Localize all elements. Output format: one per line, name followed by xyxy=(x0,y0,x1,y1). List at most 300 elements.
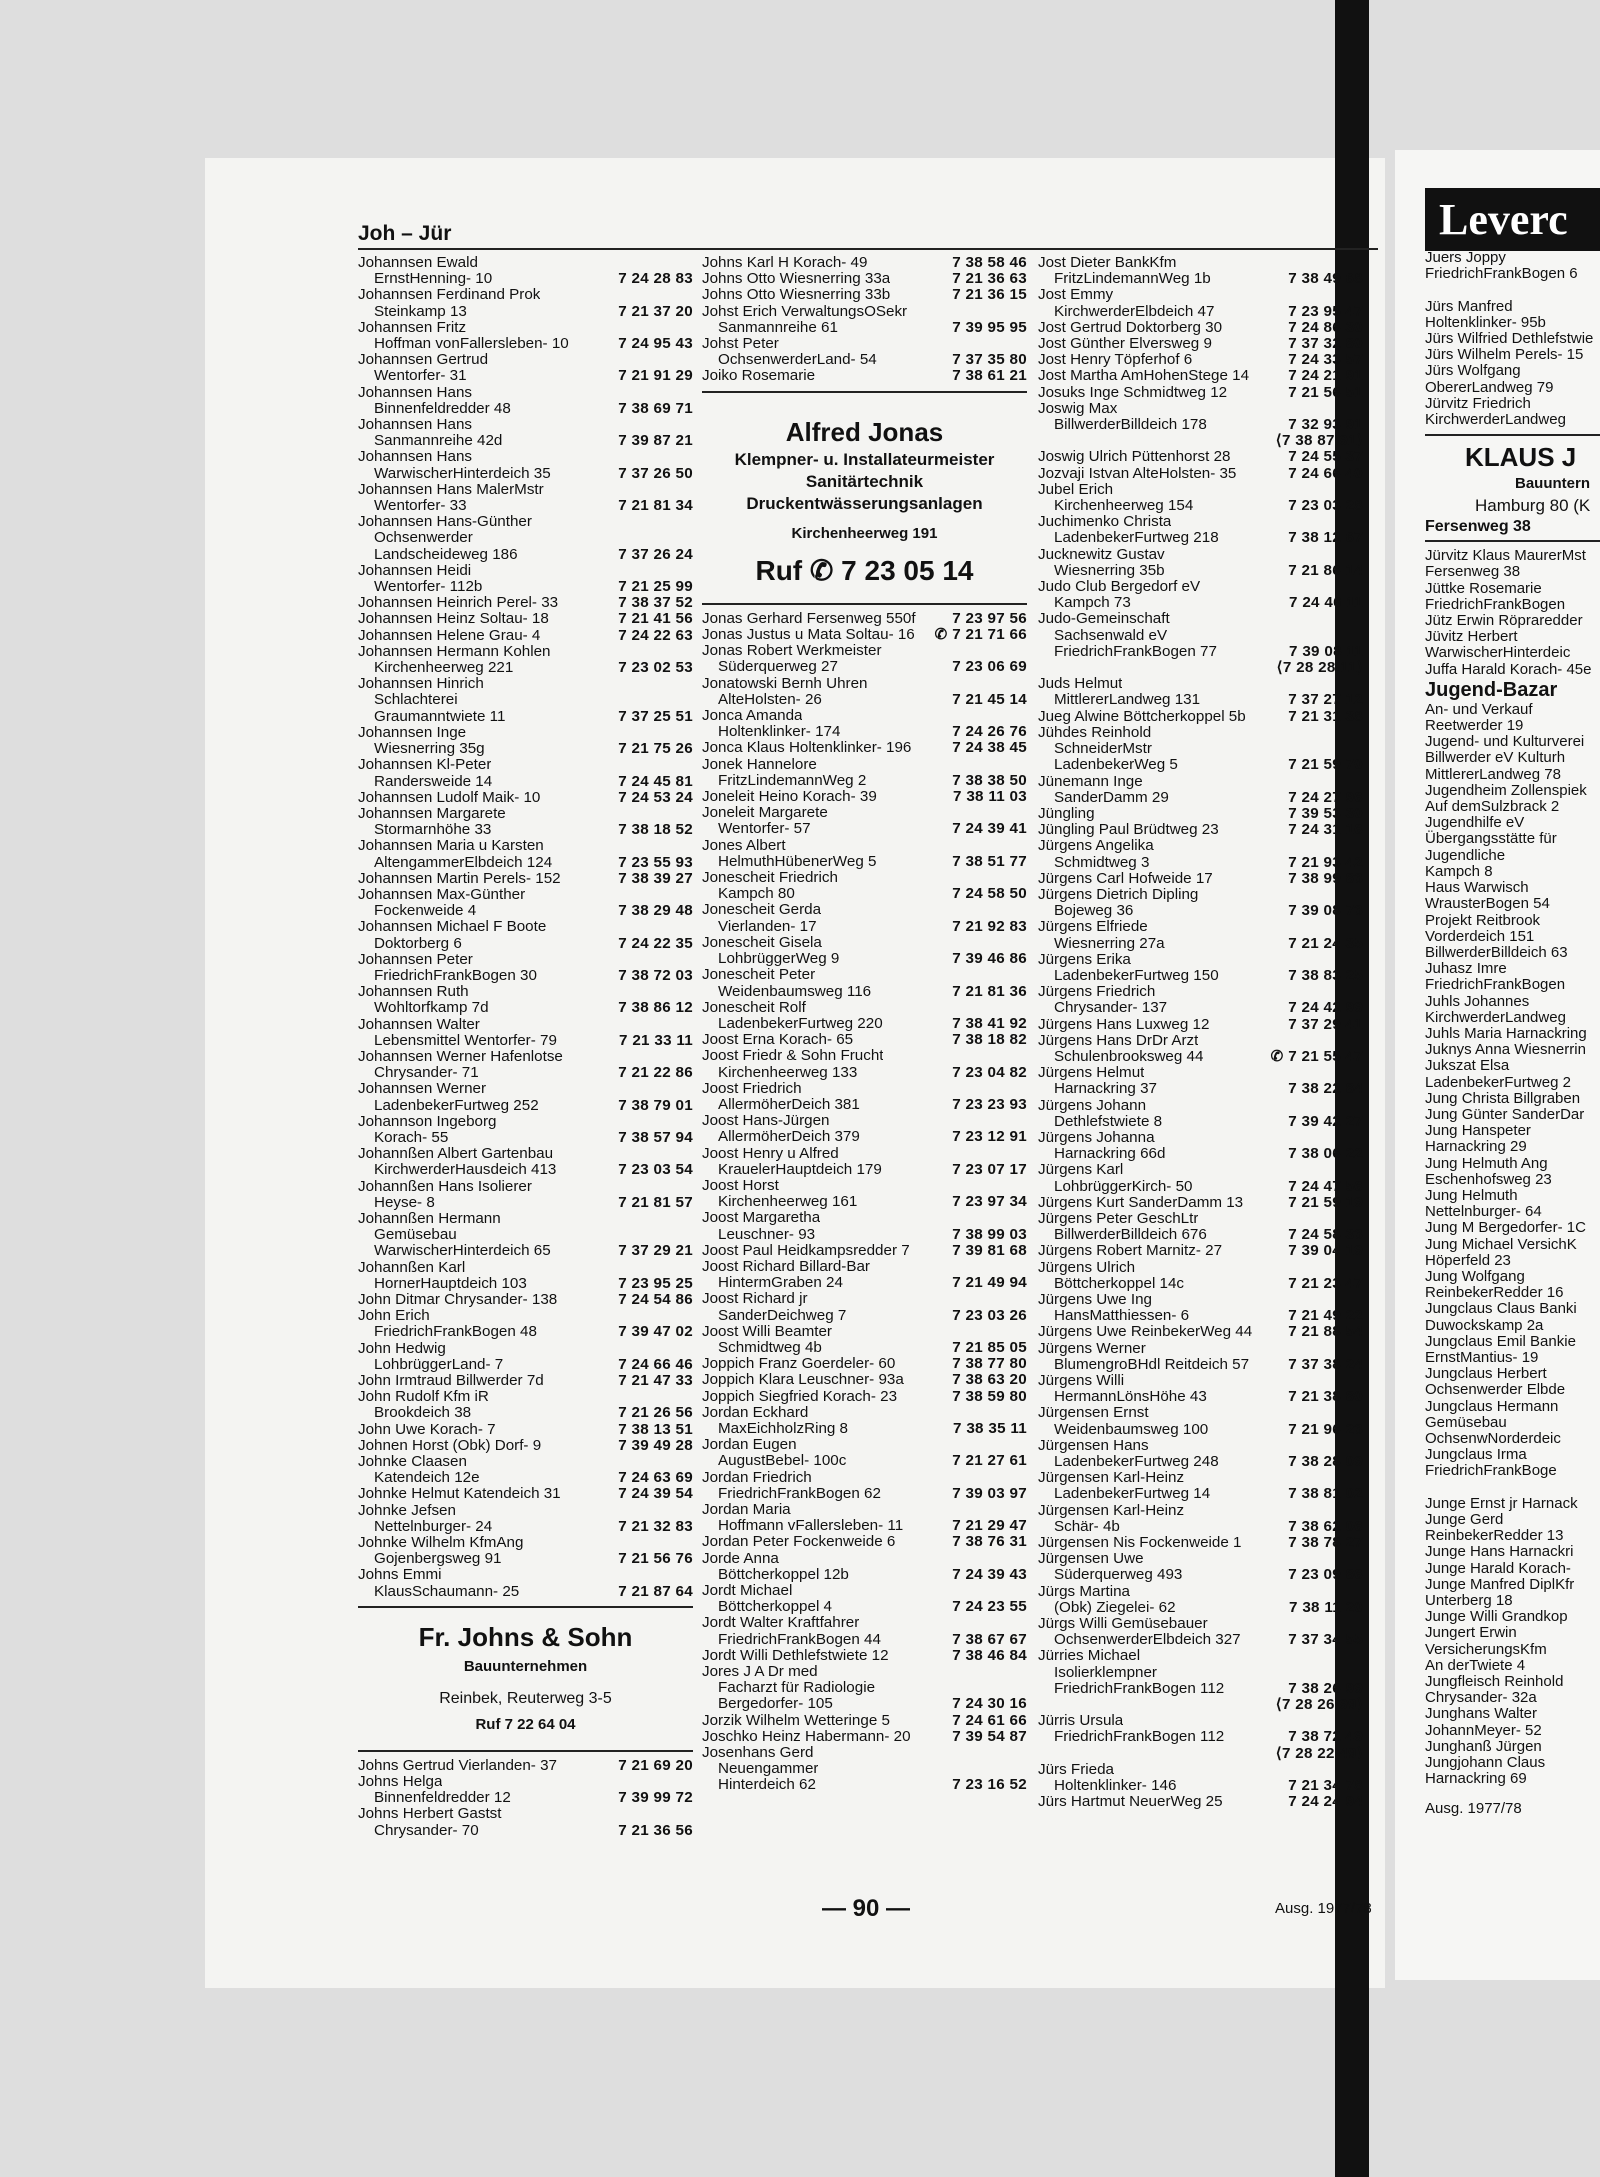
listing-name: Jürgens Kurt SanderDamm 13 xyxy=(1038,1194,1244,1211)
listing-name: Jubel Erich xyxy=(1038,481,1114,498)
listing-row xyxy=(1038,1162,1363,1178)
listing-row xyxy=(702,854,1027,870)
listing-phone: 7 24 31 16 xyxy=(1288,821,1363,839)
listing-phone xyxy=(1359,1292,1363,1308)
listing-row xyxy=(1038,498,1363,514)
listing-row xyxy=(702,838,1027,854)
listing-phone: 7 21 32 83 xyxy=(618,1517,693,1535)
listing-row xyxy=(702,805,1027,821)
listing-phone: 7 21 59 19 xyxy=(1288,1193,1363,1211)
listing-name: WarwischerHinterdeich 35 xyxy=(374,465,551,482)
listing-name: BlumengroBHdl Reitdeich 57 xyxy=(1054,1356,1250,1373)
listing-phone xyxy=(1023,1680,1027,1696)
listing-phone xyxy=(1359,984,1363,1000)
listing-phone: 7 38 37 52 xyxy=(618,594,693,612)
listing-phone xyxy=(689,352,693,368)
listing-phone: 7 32 93 91 xyxy=(1288,416,1363,434)
listing-row xyxy=(358,579,693,595)
listing-row xyxy=(1038,433,1363,449)
adjacent-line: Haus Warwisch xyxy=(1425,879,1529,897)
listing-name: Wentorfer- 57 xyxy=(718,821,811,838)
listing-name: Jost Emmy xyxy=(1038,287,1114,304)
adjacent-ad-street: Fersenweg 38 xyxy=(1425,518,1531,536)
listing-phone xyxy=(689,1260,693,1276)
listing-phone xyxy=(689,919,693,935)
listing-row xyxy=(1038,563,1363,579)
listing-name: Jürgens Dietrich Dipling xyxy=(1038,886,1199,903)
listing-phone xyxy=(1023,1113,1027,1129)
listing-phone: 7 38 99 03 xyxy=(952,1225,1027,1243)
listing-name: Jordan Maria xyxy=(702,1502,791,1518)
listing-name: Jost Günther Elversweg 9 xyxy=(1038,336,1212,353)
listing-row xyxy=(1038,1033,1363,1049)
listing-name: Kirchenheerweg 133 xyxy=(718,1064,858,1081)
adjacent-line: Jungclaus Hermann xyxy=(1425,1397,1559,1415)
listing-row xyxy=(702,1502,1027,1518)
listing-row xyxy=(702,1000,1027,1016)
listing-row xyxy=(1038,547,1363,563)
listing-name: Jürgens Werner xyxy=(1038,1340,1146,1357)
listing-name: Johannßen Albert Gartenbau xyxy=(358,1146,554,1163)
listing-name: FriedrichFrankBogen 44 xyxy=(718,1631,881,1648)
listing-phone: 7 39 42 27 xyxy=(1288,1112,1363,1130)
listing-row xyxy=(358,692,693,708)
listing-phone xyxy=(1359,774,1363,790)
adjacent-line: KirchwerderLandweg xyxy=(1425,1008,1566,1026)
listing-row xyxy=(1038,1130,1363,1146)
adjacent-line: Junge Willi Grandkop xyxy=(1425,1608,1568,1626)
adjacent-ad-title: KLAUS J xyxy=(1465,442,1577,473)
listing-name: Wiesnerring 27a xyxy=(1054,935,1165,952)
listing-phone xyxy=(689,514,693,530)
adjacent-line: Jungclaus Emil Bankie xyxy=(1425,1332,1576,1350)
listing-name: Jonescheit Gisela xyxy=(702,934,822,951)
ad-jonas-address: Kirchenheerweg 191 xyxy=(791,524,938,542)
listing-row xyxy=(1038,304,1363,320)
listing-phone xyxy=(689,984,693,1000)
listing-phone: 7 38 79 01 xyxy=(618,1096,693,1114)
listing-name: Jürgens Johanna xyxy=(1038,1129,1155,1146)
listing-name: Sanmannreihe 42d xyxy=(374,433,503,450)
listing-row xyxy=(1038,919,1363,935)
page-header: Joh – Jür xyxy=(358,222,452,245)
listing-row xyxy=(358,1373,693,1389)
ad-johns-address: Reinbek, Reuterweg 3-5 xyxy=(439,1689,612,1707)
listing-phone: 7 23 02 53 xyxy=(618,659,693,677)
listing-phone xyxy=(1359,1373,1363,1389)
listing-name: FritzLindemannWeg 2 xyxy=(718,772,867,789)
listing-name: Jost Henry Töpferhof 6 xyxy=(1038,352,1193,369)
listing-phone xyxy=(689,530,693,546)
listing-row xyxy=(1038,1227,1363,1243)
listing-phone: 7 37 35 80 xyxy=(952,351,1027,369)
adjacent-line: JohannMeyer- 52 xyxy=(1425,1721,1542,1739)
listing-row xyxy=(358,984,693,1000)
adjacent-line: Jugendheim Zollenspiek xyxy=(1425,781,1587,799)
listing-name: FriedrichFrankBogen 30 xyxy=(374,967,537,984)
listing-row xyxy=(1038,1729,1363,1745)
listing-name: Johannsen Hinrich xyxy=(358,676,484,693)
listing-row xyxy=(358,871,693,887)
listing-name: Johannsen Gertrud xyxy=(358,352,489,369)
listing-name: SanderDeichweg 7 xyxy=(718,1307,847,1324)
listing-name: Bergedorfer- 105 xyxy=(718,1696,833,1713)
listing-name: Jonas Gerhard Fersenweg 550f xyxy=(702,610,916,627)
listing-row xyxy=(358,1065,693,1081)
listing-name: Kampch 80 xyxy=(718,886,795,903)
listing-row xyxy=(1038,1000,1363,1016)
adjacent-line: Jürvitz Klaus MaurerMst xyxy=(1425,547,1586,565)
listing-row xyxy=(358,644,693,660)
listing-phone: 7 39 03 97 xyxy=(952,1484,1027,1502)
listing-phone: 7 24 63 69 xyxy=(618,1469,693,1487)
listing-name: Chrysander- 137 xyxy=(1054,1000,1168,1017)
listing-phone: 7 21 81 34 xyxy=(618,497,693,515)
adjacent-line: Jugendhilfe eV xyxy=(1425,814,1525,832)
adjacent-edition: Ausg. 1977/78 xyxy=(1425,1800,1522,1818)
listing-name: Joost Erna Korach- 65 xyxy=(702,1032,854,1049)
listing-name: Johannsen Martin Perels- 152 xyxy=(358,870,561,887)
listing-row xyxy=(1038,401,1363,417)
listing-row xyxy=(702,1615,1027,1631)
adjacent-line: Jugendliche xyxy=(1425,846,1506,864)
listing-phone: 7 24 38 45 xyxy=(952,739,1027,757)
listing-row xyxy=(358,757,693,773)
listing-phone: 7 24 53 24 xyxy=(618,788,693,806)
adjacent-line: Jukszat Elsa xyxy=(1425,1057,1510,1075)
listing-name: John Hedwig xyxy=(358,1340,446,1357)
listing-name: Jürgens Hans Luxweg 12 xyxy=(1038,1016,1210,1033)
adjacent-line xyxy=(1425,1480,1600,1496)
listing-phone: 7 39 81 68 xyxy=(952,1241,1027,1259)
listing-name: Korach- 55 xyxy=(374,1129,449,1146)
adjacent-line: Jungfleisch Reinhold xyxy=(1425,1673,1564,1691)
listing-row xyxy=(1038,968,1363,984)
listing-row xyxy=(358,482,693,498)
listing-row xyxy=(358,790,693,806)
listing-row xyxy=(358,919,693,935)
listing-name: Gemüsebau xyxy=(374,1227,457,1244)
listing-row xyxy=(702,643,1027,659)
listing-phone: 7 21 87 64 xyxy=(618,1582,693,1600)
listing-phone xyxy=(1023,1259,1027,1275)
listing-name: Wiesnerring 35g xyxy=(374,741,485,758)
listing-name: Joost Friedrich xyxy=(702,1080,802,1097)
listing-row xyxy=(702,1437,1027,1453)
adjacent-column xyxy=(1425,250,1600,1818)
adjacent-line: Reetwerder 19 xyxy=(1425,717,1524,735)
listing-row xyxy=(358,595,693,611)
listing-name: Johannsen Werner xyxy=(358,1081,487,1098)
listing-phone xyxy=(689,1308,693,1324)
listing-name: Judo Club Bergedorf eV xyxy=(1038,579,1201,596)
adjacent-line: Jütz Erwin Röpraredder xyxy=(1425,612,1583,630)
listing-phone: ⟨7 28 28 11⟩ xyxy=(1276,659,1363,677)
listing-name: Joost Friedr & Sohn Frucht xyxy=(702,1048,884,1065)
listing-row xyxy=(1038,1648,1363,1664)
listing-name: Süderquerweg 493 xyxy=(1054,1567,1183,1584)
listing-name: Jonas Justus u Mata Soltau- 16 xyxy=(702,627,915,644)
listing-phone: 7 21 69 20 xyxy=(618,1756,693,1774)
listing-phone xyxy=(1023,757,1027,773)
listing-name: Johannsen Ruth xyxy=(358,984,469,1001)
listing-phone: 7 38 83 25 xyxy=(1288,966,1363,984)
listing-name: Jürgensen Nis Fockenweide 1 xyxy=(1038,1535,1242,1552)
listing-phone: 7 23 12 91 xyxy=(952,1128,1027,1146)
listing-phone: 7 21 81 36 xyxy=(952,982,1027,1000)
listing-phone: 7 21 86 14 xyxy=(1288,561,1363,579)
listing-row xyxy=(1038,1794,1363,1810)
ad-johns-type: Bauunternehmen xyxy=(463,1657,588,1675)
listing-phone: 7 24 30 16 xyxy=(952,1695,1027,1713)
listing-row xyxy=(358,1227,693,1243)
listing-row xyxy=(358,1790,693,1806)
adjacent-line: Nettelnburger- 64 xyxy=(1425,1203,1542,1221)
listing-phone: 7 21 88 54 xyxy=(1288,1323,1363,1341)
listing-name: Jones Albert xyxy=(702,837,786,854)
listing-name: Schmidtweg 3 xyxy=(1054,854,1150,871)
listing-phone xyxy=(1023,304,1027,320)
adjacent-line: Gemüsebau xyxy=(1425,1413,1507,1431)
listing-row xyxy=(1038,1049,1363,1065)
listing-row xyxy=(358,968,693,984)
listing-row xyxy=(702,1324,1027,1340)
listing-name: Joost Margaretha xyxy=(702,1210,821,1227)
adjacent-line: Junghanß Jürgen xyxy=(1425,1737,1542,1755)
listing-phone: 7 38 69 71 xyxy=(618,399,693,417)
listing-name: SchneiderMstr xyxy=(1054,741,1152,758)
listing-phone: 7 23 03 26 xyxy=(952,1306,1027,1324)
listing-phone: 7 39 08 73 xyxy=(1288,902,1363,920)
listing-phone: 7 24 95 43 xyxy=(618,335,693,353)
listing-name: Johannsen Fritz xyxy=(358,319,467,336)
listing-row xyxy=(702,611,1027,627)
listing-phone xyxy=(1023,1210,1027,1226)
listing-phone xyxy=(1023,1583,1027,1599)
listing-phone xyxy=(1023,1081,1027,1097)
listing-phone xyxy=(1023,1324,1027,1340)
listing-name: Johns Helga xyxy=(358,1774,443,1791)
listing-row xyxy=(702,1032,1027,1048)
listing-phone xyxy=(689,887,693,903)
listing-row xyxy=(1038,1357,1363,1373)
listing-phone: 7 37 27 12 xyxy=(1288,691,1363,709)
listing-phone xyxy=(1359,1130,1363,1146)
adjacent-line: ErnstMantius- 19 xyxy=(1425,1348,1539,1366)
listing-name: Johannßen Hans Isolierer xyxy=(358,1178,532,1195)
listing-name: Jucknewitz Gustav xyxy=(1038,546,1165,563)
listing-phone xyxy=(689,1806,693,1822)
listing-row xyxy=(358,1017,693,1033)
listing-name: Böttcherkoppel 12b xyxy=(718,1566,849,1583)
listing-name: Johns Herbert Gastst xyxy=(358,1806,502,1823)
listing-name: Jost Martha AmHohenStege 14 xyxy=(1038,368,1250,385)
listing-name: AlteHolsten- 26 xyxy=(718,691,822,708)
listing-name: Jürgensen Karl-Heinz xyxy=(1038,1470,1185,1487)
listing-phone: 7 38 99 83 xyxy=(1288,869,1363,887)
listing-row xyxy=(1038,1665,1363,1681)
listing-phone xyxy=(689,320,693,336)
listing-row xyxy=(702,1470,1027,1486)
listing-row xyxy=(358,385,693,401)
adjacent-line: Fersenweg 38 xyxy=(1425,563,1521,581)
listing-row xyxy=(358,514,693,530)
listing-row xyxy=(1038,1697,1363,1713)
listing-name: HansMatthiessen- 6 xyxy=(1054,1308,1190,1325)
listing-name: Jünemann Inge xyxy=(1038,773,1143,790)
listing-phone: ⟨7 28 26 99⟩ xyxy=(1275,1696,1363,1714)
listing-phone xyxy=(1359,1551,1363,1567)
listing-name: LohbrüggerKirch- 50 xyxy=(1054,1178,1193,1195)
adjacent-line: Kampch 8 xyxy=(1425,862,1493,880)
listing-phone: 7 38 26 99 xyxy=(1288,1679,1363,1697)
listing-row xyxy=(1038,417,1363,433)
listing-phone: 7 21 37 20 xyxy=(618,302,693,320)
listing-row xyxy=(358,1503,693,1519)
listing-phone: 7 21 36 15 xyxy=(952,286,1027,304)
listing-phone xyxy=(1359,1713,1363,1729)
listing-phone xyxy=(1023,967,1027,983)
listing-phone: 7 38 11 03 xyxy=(953,788,1027,806)
listing-row xyxy=(702,1713,1027,1729)
listing-row xyxy=(358,1454,693,1470)
listing-row xyxy=(702,352,1027,368)
listing-phone xyxy=(1359,1438,1363,1454)
listing-row xyxy=(702,1421,1027,1437)
listing-row xyxy=(1038,1681,1363,1697)
listing-name: Jost Gertrud Doktorberg 30 xyxy=(1038,319,1223,336)
listing-name: Jonescheit Rolf xyxy=(702,999,806,1016)
listing-name: John Uwe Korach- 7 xyxy=(358,1421,496,1438)
adjacent-line: Juffa Harald Korach- 45e xyxy=(1425,660,1592,678)
listing-phone: 7 23 23 93 xyxy=(952,1095,1027,1113)
adjacent-line: Jung Wolfgang xyxy=(1425,1267,1525,1285)
listing-name: Jürgens Angelika xyxy=(1038,838,1154,855)
adjacent-bazar: Jugend-Bazar xyxy=(1425,678,1558,701)
listing-row xyxy=(1038,255,1363,271)
listing-row xyxy=(358,1324,693,1340)
listing-phone: 7 39 87 21 xyxy=(618,432,693,450)
listing-row xyxy=(358,1535,693,1551)
listing-row xyxy=(358,660,693,676)
listing-row xyxy=(358,741,693,757)
listing-row xyxy=(702,1194,1027,1210)
listing-row xyxy=(1038,1486,1363,1502)
listing-row xyxy=(1038,1454,1363,1470)
listing-row xyxy=(358,725,693,741)
listing-phone: 7 38 78 27 xyxy=(1288,1534,1363,1552)
listing-name: Johannsen Helene Grau- 4 xyxy=(358,627,541,644)
listing-row xyxy=(702,1389,1027,1405)
listing-phone: 7 39 04 19 xyxy=(1288,1242,1363,1260)
listing-row xyxy=(1038,466,1363,482)
listing-row xyxy=(702,1599,1027,1615)
listing-name: MaxEichholzRing 8 xyxy=(718,1420,848,1437)
listing-name: Wohltorfkamp 7d xyxy=(374,1000,489,1017)
adjacent-line: Junge Manfred DiplKfr xyxy=(1425,1575,1575,1593)
listing-name: Joswig Max xyxy=(1038,400,1118,417)
listing-name: LohbrüggerWeg 9 xyxy=(718,951,840,968)
listing-name: Jonescheit Gerda xyxy=(702,902,822,919)
adjacent-line: Junge Hans Harnackri xyxy=(1425,1543,1574,1561)
listing-phone: 7 37 26 24 xyxy=(618,545,693,563)
listing-phone xyxy=(1359,919,1363,935)
listing-name: KlausSchaumann- 25 xyxy=(374,1583,520,1600)
listing-name: Johannsen Hans xyxy=(358,384,472,401)
listing-name: Stormarnhöhe 33 xyxy=(374,822,492,839)
listing-phone: 7 21 59 70 xyxy=(1288,756,1363,774)
listing-name: Johannsen Inge xyxy=(358,724,467,741)
listing-phone xyxy=(689,417,693,433)
listing-row xyxy=(1038,660,1363,676)
listing-phone xyxy=(689,725,693,741)
listing-row xyxy=(1038,449,1363,465)
listing-phone xyxy=(1359,628,1363,644)
listing-name: John Ditmar Chrysander- 138 xyxy=(358,1292,558,1308)
listing-row xyxy=(702,1243,1027,1259)
listing-phone xyxy=(1023,1761,1027,1777)
listing-phone xyxy=(1023,1745,1027,1761)
adjacent-line: Jürvitz Friedrich xyxy=(1425,394,1531,412)
listing-row xyxy=(702,1372,1027,1388)
listing-row xyxy=(358,952,693,968)
listing-phone xyxy=(1359,579,1363,595)
listing-name: OchsenwerderElbdeich 327 xyxy=(1054,1632,1241,1649)
listing-row xyxy=(1038,838,1363,854)
listing-phone: 7 24 42 99 xyxy=(1288,999,1363,1017)
adjacent-line: Jüttke Rosemarie xyxy=(1425,579,1542,597)
listing-name: Jozvaji Istvan AlteHolsten- 35 xyxy=(1038,465,1237,482)
listing-phone: 7 24 28 83 xyxy=(618,270,693,288)
listing-phone: 7 24 58 33 xyxy=(1288,1226,1363,1244)
listing-name: Johst Erich VerwaltungsOSekr xyxy=(702,303,908,320)
listing-name: BillwerderBilldeich 178 xyxy=(1054,417,1207,434)
listing-phone: 7 24 47 56 xyxy=(1288,1177,1363,1195)
listing-name: Jonescheit Peter xyxy=(702,967,816,984)
listing-row xyxy=(358,774,693,790)
listing-row xyxy=(702,1518,1027,1534)
listing-row xyxy=(358,1422,693,1438)
listing-name: Jürgensen Uwe xyxy=(1038,1551,1144,1568)
listing-row xyxy=(1038,1324,1363,1340)
listing-name: Jonatowski Bernh Uhren xyxy=(702,675,868,692)
listing-name: HornerHauptdeich 103 xyxy=(374,1275,527,1292)
listing-phone: 7 38 81 02 xyxy=(1288,1485,1363,1503)
listing-phone xyxy=(1023,1615,1027,1631)
listing-phone: 7 37 25 51 xyxy=(618,707,693,725)
listing-phone xyxy=(1359,1503,1363,1519)
listing-row xyxy=(702,304,1027,320)
listing-row xyxy=(702,1761,1027,1777)
listing-row xyxy=(702,1405,1027,1421)
listing-row xyxy=(358,1551,693,1567)
listing-phone xyxy=(1023,643,1027,659)
adjacent-line: Junge Gerd xyxy=(1425,1511,1504,1529)
listing-row xyxy=(358,1806,693,1822)
listing-row xyxy=(702,320,1027,336)
listing-row xyxy=(1038,1260,1363,1276)
listing-phone: 7 38 59 80 xyxy=(952,1387,1027,1405)
adjacent-line: Harnackring 29 xyxy=(1425,1138,1527,1156)
listing-phone xyxy=(689,1146,693,1162)
listing-row xyxy=(1038,952,1363,968)
listing-name: Jordan Peter Fockenweide 6 xyxy=(702,1534,896,1551)
listing-name: (Obk) Ziegelei- 62 xyxy=(1054,1599,1176,1616)
listing-row xyxy=(1038,1551,1363,1567)
listing-row xyxy=(358,903,693,919)
listing-row xyxy=(358,1179,693,1195)
listing-phone xyxy=(689,1503,693,1519)
